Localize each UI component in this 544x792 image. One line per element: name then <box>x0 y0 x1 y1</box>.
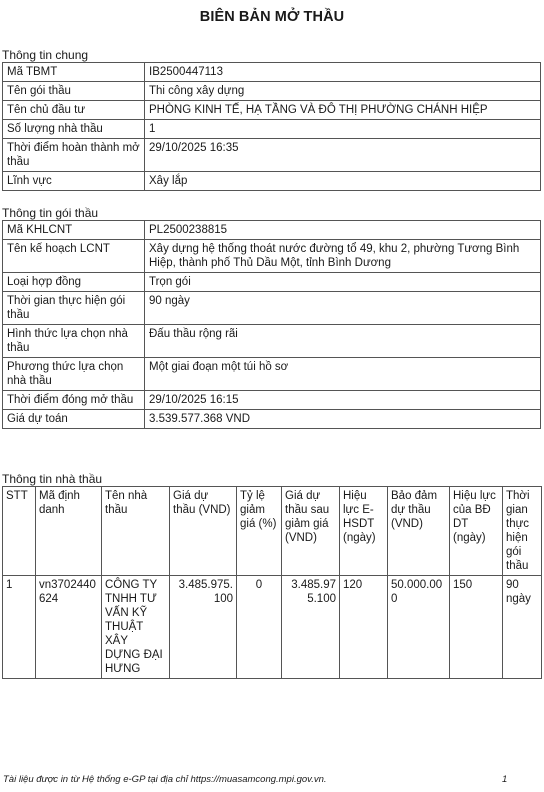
cell-stt: 1 <box>3 576 36 679</box>
cell-name: CÔNG TY TNHH TƯ VẤN KỸ THUẬT XÂY DỰNG ĐẠI HƯNG <box>102 576 170 679</box>
table-row <box>3 63 541 82</box>
table-row <box>3 221 541 240</box>
row-value: PL2500238815 <box>145 221 541 240</box>
table-row <box>3 410 541 429</box>
table-row <box>3 240 541 273</box>
table-row <box>3 391 541 410</box>
row-label: Số lượng nhà thầu <box>3 120 145 139</box>
table-row <box>3 139 541 172</box>
row-value: Thi công xây dựng <box>145 82 541 101</box>
cell-price: 3.485.975.100 <box>170 576 237 679</box>
table-row <box>3 82 541 101</box>
row-label: Giá dự toán <box>3 410 145 429</box>
row-label: Lĩnh vực <box>3 172 145 191</box>
page-number: 1 <box>502 774 508 785</box>
general-info-table <box>2 62 541 191</box>
row-value: Một giai đoạn một túi hồ sơ <box>145 358 541 391</box>
section-contractors-heading: Thông tin nhà thầu <box>2 472 103 486</box>
cell-duration: 90 ngày <box>503 576 542 679</box>
contractors-table <box>2 486 542 679</box>
col-header-guarantee-validity: Hiệu lực của BĐ DT (ngày) <box>450 487 503 576</box>
table-row <box>3 325 541 358</box>
footer-text: Tài liệu được in từ Hệ thống e-GP tại địa chỉ https://muasamcong.mpi.gov.vn. <box>3 774 327 785</box>
row-value: 29/10/2025 16:15 <box>145 391 541 410</box>
row-label: Mã KHLCNT <box>3 221 145 240</box>
table-header-row <box>3 487 542 576</box>
row-value: 90 ngày <box>145 292 541 325</box>
cell-validity: 120 <box>340 576 388 679</box>
col-header-stt: STT <box>3 487 36 576</box>
table-row <box>3 120 541 139</box>
row-value: Trọn gói <box>145 273 541 292</box>
col-header-price: Giá dự thầu (VND) <box>170 487 237 576</box>
row-label: Tên gói thầu <box>3 82 145 101</box>
section-general-heading: Thông tin chung <box>2 48 89 62</box>
col-header-id: Mã định danh <box>36 487 102 576</box>
row-label: Thời gian thực hiện gói thầu <box>3 292 145 325</box>
row-value: 29/10/2025 16:35 <box>145 139 541 172</box>
row-value: IB2500447113 <box>145 63 541 82</box>
row-value: Đấu thầu rộng rãi <box>145 325 541 358</box>
col-header-validity: Hiệu lực E-HSDT (ngày) <box>340 487 388 576</box>
row-label: Hình thức lựa chọn nhà thầu <box>3 325 145 358</box>
cell-guarantee-validity: 150 <box>450 576 503 679</box>
row-label: Tên chủ đầu tư <box>3 101 145 120</box>
table-row <box>3 358 541 391</box>
row-value: 3.539.577.368 VND <box>145 410 541 429</box>
table-row <box>3 273 541 292</box>
row-label: Loại hợp đồng <box>3 273 145 292</box>
table-row <box>3 101 541 120</box>
col-header-guarantee: Bảo đảm dự thầu (VND) <box>388 487 450 576</box>
row-value: 1 <box>145 120 541 139</box>
package-info-table <box>2 220 541 429</box>
cell-id: vn3702440624 <box>36 576 102 679</box>
section-package-heading: Thông tin gói thầu <box>2 206 99 220</box>
table-row <box>3 292 541 325</box>
row-value: Xây dựng hệ thống thoát nước đường tổ 49, khu 2, phường Tương Bình Hiệp, thành phố Thủ Dầu Một, tỉnh Bình Dương <box>145 240 541 273</box>
row-value: Xây lắp <box>145 172 541 191</box>
row-label: Phương thức lựa chọn nhà thầu <box>3 358 145 391</box>
table-row <box>3 576 542 679</box>
col-header-name: Tên nhà thầu <box>102 487 170 576</box>
row-value: PHÒNG KINH TẾ, HẠ TẦNG VÀ ĐÔ THỊ PHƯỜNG CHÁNH HIỆP <box>145 101 541 120</box>
col-header-price-after: Giá dự thầu sau giảm giá (VND) <box>282 487 340 576</box>
document-title: BIÊN BẢN MỞ THẦU <box>199 9 345 25</box>
cell-discount: 0 <box>237 576 282 679</box>
row-label: Thời điểm hoàn thành mở thầu <box>3 139 145 172</box>
cell-price-after: 3.485.975.100 <box>282 576 340 679</box>
row-label: Tên kế hoạch LCNT <box>3 240 145 273</box>
col-header-duration: Thời gian thực hiện gói thầu <box>503 487 542 576</box>
col-header-discount: Tỷ lệ giảm giá (%) <box>237 487 282 576</box>
cell-guarantee: 50.000.000 <box>388 576 450 679</box>
table-row <box>3 172 541 191</box>
row-label: Mã TBMT <box>3 63 145 82</box>
row-label: Thời điểm đóng mở thầu <box>3 391 145 410</box>
